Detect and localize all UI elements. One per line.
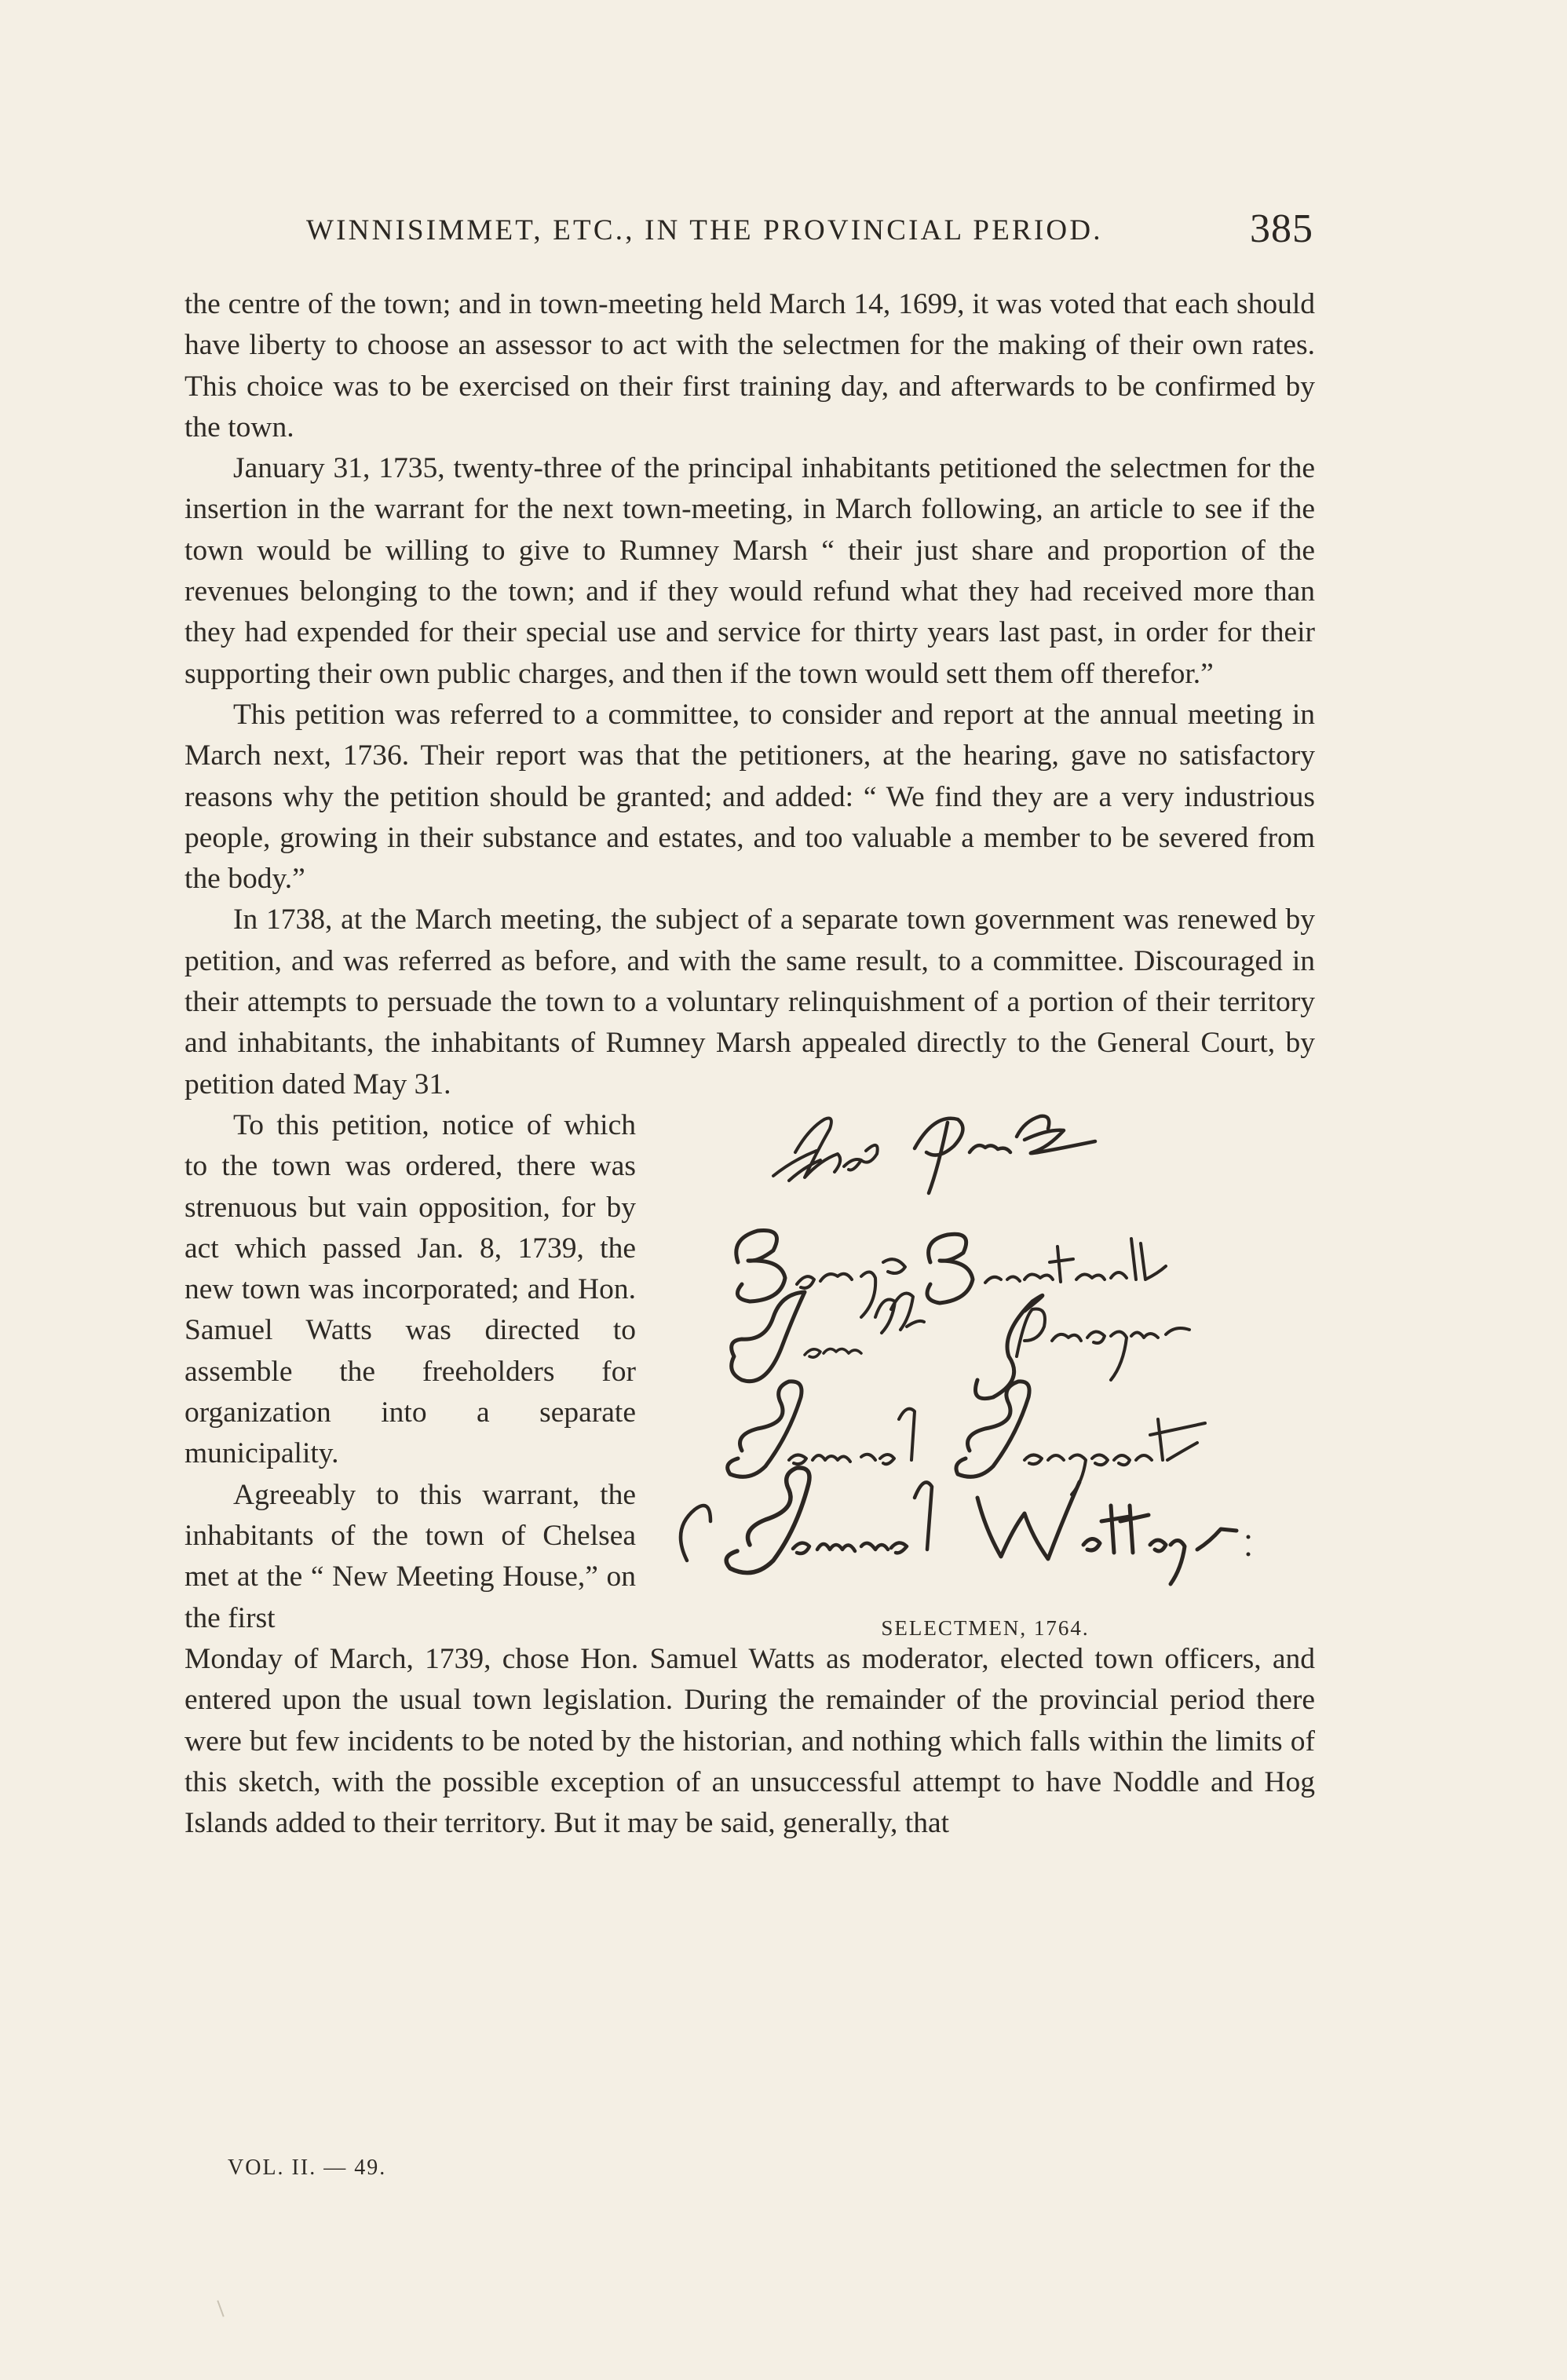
- paragraph-5: To this petition, notice of which to the town was ordered, there was strenuous but vain opposition, for by act which passed Jan. 8, 1739, the new town was incorporated; and Hon. Samuel Watts was directed to assemble the freeholders for organization into a separate municipality.: [184, 1108, 636, 1470]
- signatures-illustration: [656, 1105, 1315, 1608]
- signatures-figure: [656, 1105, 1315, 1639]
- paragraph-6: Agreeably to this warrant, the inhabitants of the town of Chelsea met at the “ New Meeting House,” on the first: [184, 1478, 636, 1634]
- signature-mark: VOL. II. — 49.: [228, 2156, 387, 2180]
- paragraph-7: Monday of March, 1739, chose Hon. Samuel Watts as moderator, elected town officers, and entered upon the usual town legislation. During the remainder of the provincial period there were but few incidents to be noted by the historian, and nothing which falls within the limits of this sketch, with the possible exception of an unsuccessful attempt to have Noddle and Hog Islands added to their territory. But it may be said, generally, that: [184, 1642, 1315, 1840]
- signature-samuel-watts: [681, 1468, 1251, 1584]
- paragraph-4: In 1738, at the March meeting, the subject of a separate town government was renewed by petition, and was referred as before, and with the same result, to a committee. Discouraged in their attempts to persuade the town to a voluntary relinquishment of a portion of their territory and inhabitants, the inhabitants of Rumney Marsh appealed directly to the General Court, by petition dated May 31.: [184, 903, 1315, 1101]
- paragraph-3: This petition was referred to a committee, to consider and report at the annual meeting in March next, 1736. Their report was that the petitioners, at the hearing, gave no satisfactory reasons why the petition should be granted; and added: “ We find they are a very industrious people, growing in their substance and estates, and too valuable a member to be severed from the body.”: [184, 698, 1315, 896]
- running-head: WINNISIMMET, ETC., IN THE PROVINCIAL PERIOD.: [306, 214, 1103, 246]
- signature-samuel-sargeant: [728, 1382, 1205, 1495]
- signature-thos-pratt: [773, 1116, 1095, 1193]
- page-number: 385: [1250, 206, 1313, 251]
- paragraph-1: the centre of the town; and in town-meeting held March 14, 1699, it was voted that each should have liberty to choose an assessor to act with the selectmen for the making of their own rates. This choice was to be exercised on their first training day, and afterwards to be confirmed by the town.: [184, 288, 1315, 444]
- wrap-section: [184, 1105, 1315, 1639]
- body-text: [184, 284, 1315, 1844]
- paragraph-2: January 31, 1735, twenty-three of the principal inhabitants petitioned the selectmen for the insertion in the warrant for the next town-meeting, in March following, an article to see if the town would be willing to give to Rumney Marsh “ their just share and proportion of the revenues belonging to the town; and if they would refund what they had received more than they had expended for their special use and service for thirty years last past, in order for their supporting their own public charges, and then if the town would sett them off therefor.”: [184, 452, 1315, 690]
- stray-mark: [217, 2300, 224, 2316]
- page-header: [306, 206, 1327, 268]
- wrapped-column: [184, 1105, 636, 1639]
- figure-caption: SELECTMEN, 1764.: [881, 1615, 1090, 1640]
